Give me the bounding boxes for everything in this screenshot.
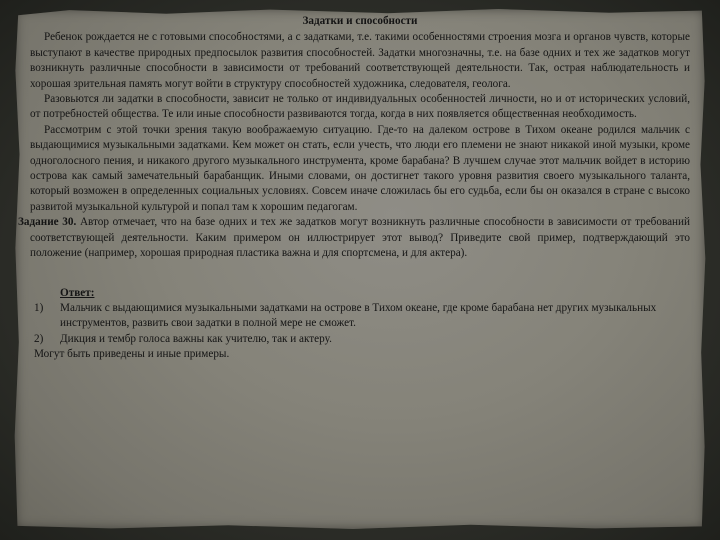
answer-item-2	[34, 332, 690, 347]
document-title: Задатки и способности	[302, 15, 418, 27]
answer-note: Могут быть приведены и иные примеры.	[34, 348, 230, 361]
answer-number-2: 2)	[34, 332, 44, 345]
answer-number-1: 1)	[34, 301, 44, 314]
document-body	[18, 14, 691, 363]
answer-item-1	[34, 301, 690, 332]
answer-text-1: Мальчик с выдающимися музыкальными задатками на острове в Тихом океане, где кроме барабана нет других музыкальных инструментов, развить свои задатки в полной мере не сможет.	[60, 301, 657, 330]
paragraph-1: Ребенок рождается не с готовыми способностями, а с задатками, т.е. такими особенностями строения мозга и органов чувств, которые выступают в качестве природных предпосылок развития способностей. Задатки многозначны, т.е. на базе одних и тех же задатков могут возникнуть различные способности в зависимости от требований соответствующей деятельности. Так, острая наблюдательность и хорошая зрительная память могут войти в структуру способностей художника, следователя, геолога.	[30, 31, 690, 90]
paragraph-2: Разовьются ли задатки в способности, зависит не только от индивидуальных особенностей личности, но и от исторических условий, от потребностей общества. Те или иные способности развиваются тогда, когда в них появляется общественная необходимость.	[30, 93, 690, 121]
task-label: Задание 30.	[18, 216, 77, 229]
paragraph-3: Рассмотрим с этой точки зрения такую воображаемую ситуацию. Где-то на далеком острове в Тихом океане родился мальчик с выдающимися музыкальными задатками. Кем может он стать, если учесть, что люди его племени не знают никакой иной музыки, кроме одноголосного пения, и никакого другого музыкального инструмента, кроме барабана? В лучшем случае этот мальчик войдет в историю острова как самый замечательный барабанщик. Иными словами, он достигнет такого уровня развития своего музыкального таланта, который возможен в определенных социальных условиях. Совсем иначе сложилась бы его судьба, если бы он оказался в стране с высоко развитой музыкальной культурой и попал там к хорошим педагогам.	[30, 123, 690, 213]
task-text: Автор отмечает, что на базе одних и тех же задатков могут возникнуть различные способности в зависимости от требований соответствующей деятельности. Каким примером он иллюстрирует этот вывод? Приведите свой пример, подтверждающий это положение (например, хорошая природная пластика важна и для спортсмена, и для актера).	[30, 216, 691, 260]
answer-title: Ответ:	[60, 286, 95, 299]
task-block	[18, 215, 690, 261]
answer-text-2: Дикция и тембр голоса важны как учителю, так и актеру.	[60, 332, 332, 345]
answer-block	[30, 286, 690, 363]
